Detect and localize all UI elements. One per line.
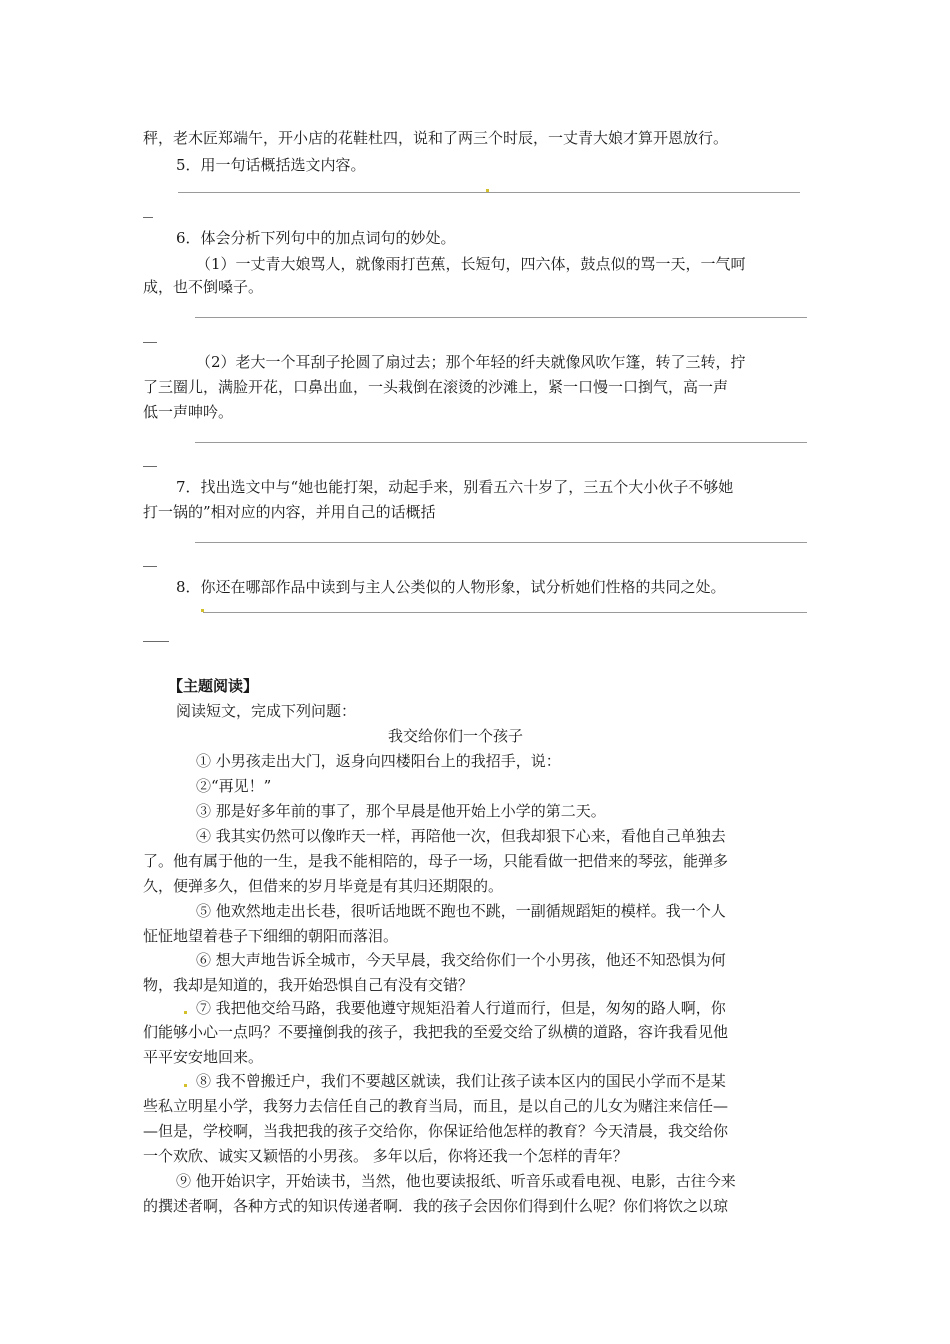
mark-dot (201, 609, 204, 612)
answer-line-q8[interactable] (203, 612, 807, 613)
answer-line-end-q6-2 (143, 466, 157, 467)
answer-line-end-q7 (143, 566, 157, 567)
mark-dot (184, 1084, 187, 1087)
paragraph-2: ②“再见！” (196, 777, 272, 795)
answer-line-q5[interactable] (178, 192, 800, 193)
paragraph-9-line-1: ⑨ 他开始识字，开始读书，当然，他也要读报纸、听音乐或看电视、电影，古往今来 (176, 1172, 736, 1190)
question-6-1-line-2: 成，也不倒嗓子。 (143, 278, 264, 296)
paragraph-5-line-2: 怔怔地望着巷子下细细的朝阳而落泪。 (143, 927, 399, 945)
answer-line-q7[interactable] (195, 542, 807, 543)
paragraph-4-line-2: 了。他有属于他的一生，是我不能相陪的，母子一场，只能看做一把借来的琴弦，能弹多 (143, 852, 729, 870)
question-6: 6．体会分析下列句中的加点词句的妙处。 (176, 229, 456, 247)
paragraph-7-line-2: 们能够小心一点吗？不要撞倒我的孩子，我把我的至爱交给了纵横的道路，容许我看见他 (143, 1023, 729, 1041)
intro-tail-line: 秤，老木匠郑端午，开小店的花鞋杜四，说和了两三个时辰，一丈青大娘才算开恩放行。 (143, 129, 729, 147)
answer-line-end-q8 (143, 641, 169, 642)
paragraph-8-line-3: —但是，学校啊，当我把我的孩子交给你，你保证给他怎样的教育？今天清晨，我交给你 (143, 1122, 729, 1140)
paragraph-6-line-1: ⑥ 想大声地告诉全城市，今天早晨，我交给你们一个小男孩，他还不知恐惧为何 (196, 951, 726, 969)
paragraph-8-line-4: 一个欢欣、诚实又颖悟的小男孩。 多年以后，你将还我一个怎样的青年？ (143, 1147, 628, 1165)
answer-line-q6-1[interactable] (195, 317, 807, 318)
paragraph-6-line-2: 物，我却是知道的，我开始恐惧自己有没有交错？ (143, 976, 474, 994)
paragraph-5-line-1: ⑤ 他欢然地走出长巷，很听话地既不跑也不跳，一副循规蹈矩的模样。我一个人 (196, 902, 726, 920)
question-6-2-line-3: 低一声呻吟。 (143, 403, 234, 421)
answer-line-q6-2[interactable] (195, 442, 807, 443)
answer-line-end-q6-1 (143, 342, 157, 343)
section-title: 【主题阅读】 (168, 677, 259, 695)
paragraph-7-line-1: ⑦ 我把他交给马路，我要他遵守规矩沿着人行道而行，但是，匆匆的路人啊，你 (196, 999, 726, 1017)
question-7-line-1: 7．找出选文中与“她也能打架，动起手来，别看五六十岁了，三五个大小伙子不够她 (176, 478, 734, 496)
question-5: 5．用一句话概括选文内容。 (176, 156, 366, 174)
paragraph-4-line-1: ④ 我其实仍然可以像昨天一样，再陪他一次，但我却狠下心来，看他自己单独去 (196, 827, 726, 845)
paragraph-3: ③ 那是好多年前的事了，那个早晨是他开始上小学的第二天。 (196, 802, 606, 820)
paragraph-8-line-2: 些私立明星小学，我努力去信任自己的教育当局，而且，是以自己的儿女为赌注来信任— (143, 1097, 729, 1115)
mark-dot (486, 189, 489, 192)
question-6-2-line-2: 了三圈儿，满脸开花，口鼻出血，一头栽倒在滚烫的沙滩上，紧一口慢一口捯气，高一声 (143, 378, 729, 396)
mark-dot (184, 1011, 187, 1014)
paragraph-9-line-2: 的撰述者啊，各种方式的知识传递者啊．我的孩子会因你们得到什么呢？你们将饮之以琼 (143, 1197, 729, 1215)
question-7-line-2: 打一锅的”相对应的内容，并用自己的话概括 (143, 503, 436, 521)
reading-instruction: 阅读短文，完成下列问题： (176, 702, 357, 720)
paragraph-8-line-1: ⑧ 我不曾搬迁户，我们不要越区就读，我们让孩子读本区内的国民小学而不是某 (196, 1072, 726, 1090)
paragraph-4-line-3: 久，便弹多久，但借来的岁月毕竟是有其归还期限的。 (143, 877, 504, 895)
paragraph-1: ① 小男孩走出大门，返身向四楼阳台上的我招手，说： (196, 752, 561, 770)
question-8: 8．你还在哪部作品中读到与主人公类似的人物形象，试分析她们性格的共同之处。 (176, 578, 726, 596)
question-6-1-line-1: （1）一丈青大娘骂人，就像雨打芭蕉，长短句，四六体，鼓点似的骂一天，一气呵 (196, 255, 746, 273)
answer-line-end-q5 (143, 217, 153, 218)
article-title: 我交给你们一个孩子 (388, 727, 524, 745)
question-6-2-line-1: （2）老大一个耳刮子抡圆了扇过去；那个年轻的纤夫就像风吹乍篷，转了三转，拧 (196, 353, 746, 371)
paragraph-7-line-3: 平平安安地回来。 (143, 1048, 264, 1066)
